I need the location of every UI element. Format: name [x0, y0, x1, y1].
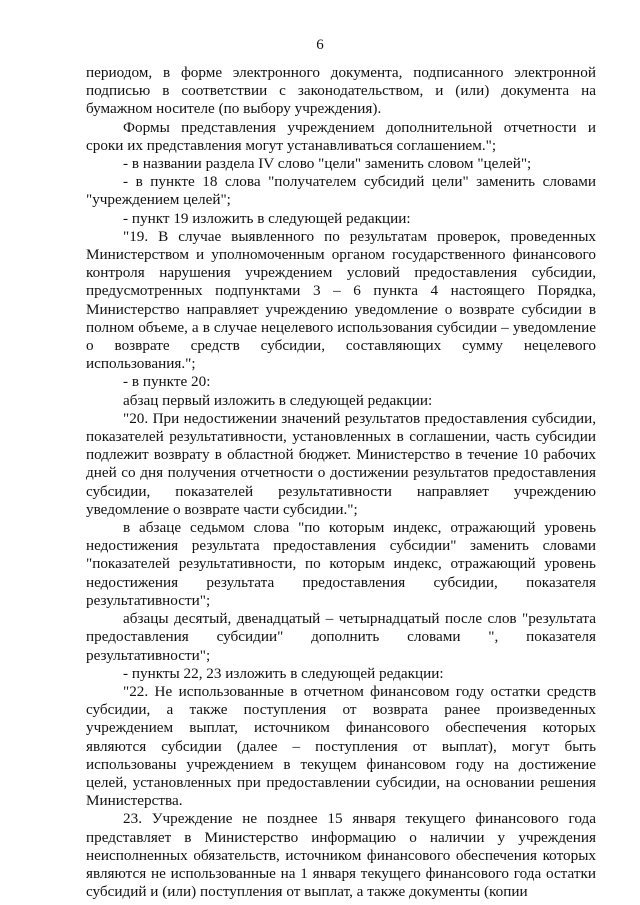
document-body	[86, 64, 596, 901]
body-paragraph: в абзаце седьмом слова "по которым индекс, отражающий уровень недостижения результата предоставления субсидии" заменить словами "показателей результативности, по которым индекс, отражающий уровень недостижения результата предоставления субсидии, показателя результативности";	[86, 519, 596, 609]
body-paragraph: - в пункте 20:	[123, 373, 211, 391]
body-paragraph: абзацы десятый, двенадцатый – четырнадцатый после слов "результата предоставления субсидии" дополнить словами ", показателя результативности";	[86, 610, 596, 664]
body-paragraph: "19. В случае выявленного по результатам проверок, проведенных Министерством и уполномоченным органом государственного финансового контроля нарушения учреждением условий предоставления субсидии, предусмотренных подпунктами 3 – 6 пункта 4 настоящего Порядка, Министерство направляет учреждению уведомление о возврате субсидии в полном объеме, а в случае нецелевого использования субсидии – уведомление о возврате средств субсидии, составляющих сумму нецелевого использования.";	[86, 227, 596, 373]
page-number: 6	[316, 37, 324, 53]
body-paragraph: - в названии раздела IV слово "цели" заменить словом "целей";	[123, 155, 532, 173]
body-paragraph: - в пункте 18 слова "получателем субсидий цели" заменить словами "учреждением целей";	[86, 173, 596, 209]
body-paragraph: периодом, в форме электронного документа, подписанного электронной подписью в соответствии с законодательством, и (или) документа на бумажном носителе (по выбору учреждения).	[86, 64, 596, 118]
body-paragraph: 23. Учреждение не позднее 15 января текущего финансового года представляет в Министерство информацию о наличии у учреждения неисполненных обязательств, источником финансового обеспечения которых являются не использованные на 1 января текущего финансового года остатки субсидий и (или) поступления от выплат, а также документы (копии	[86, 810, 596, 901]
body-paragraph: - пункты 22, 23 изложить в следующей редакции:	[123, 664, 444, 682]
body-paragraph: "22. Не использованные в отчетном финансовом году остатки средств субсидии, а также поступления от возврата ранее произведенных учреждением выплат, источником финансового обеспечения которых являются субсидии (далее – поступления от выплат), могут быть использованы учреждением в текущем финансовом году на достижение целей, установленных при предоставлении субсидии, на основании решения Министерства.	[86, 682, 596, 810]
body-paragraph: "20. При недостижении значений результатов предоставления субсидии, показателей результативности, установленных в соглашении, часть субсидии подлежит возврату в областной бюджет. Министерство в течение 10 рабочих дней со дня получения отчетности о достижении результатов предоставления субсидии, показателей результативности направляет учреждению уведомление о возврате части субсидии.";	[86, 409, 596, 518]
body-paragraph: Формы представления учреждением дополнительной отчетности и сроки их представления могут устанавливаться соглашением.";	[86, 118, 596, 154]
body-paragraph: - пункт 19 изложить в следующей редакции:	[123, 209, 411, 227]
body-paragraph: абзац первый изложить в следующей редакции:	[123, 391, 433, 409]
